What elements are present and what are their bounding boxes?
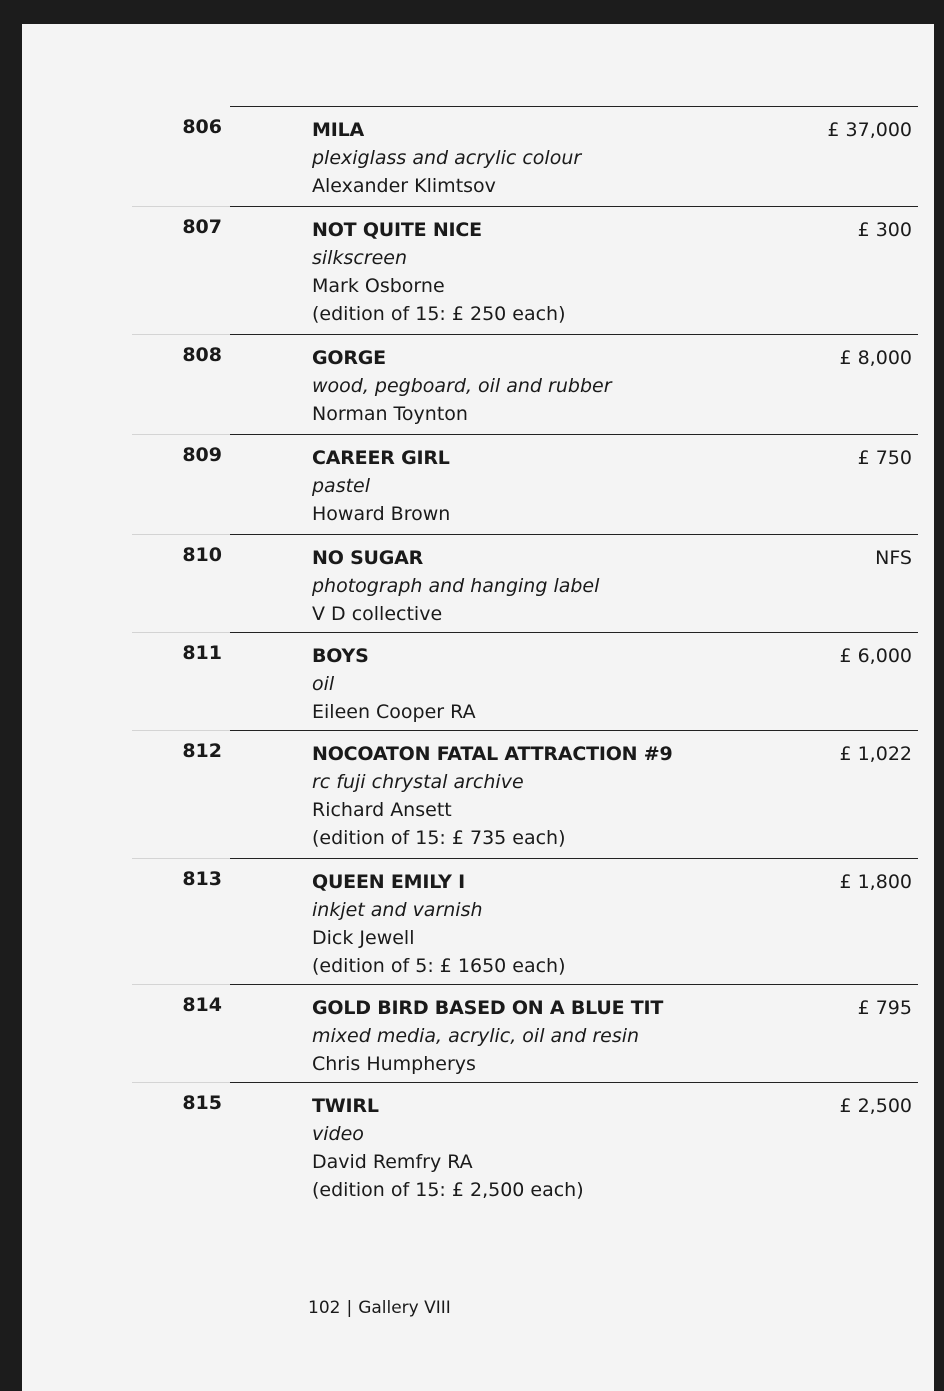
entry-medium: oil bbox=[312, 673, 335, 695]
page-footer bbox=[308, 1298, 451, 1318]
entry-medium: video bbox=[312, 1123, 364, 1145]
entry-price: £ 1,022 bbox=[839, 743, 912, 765]
entry-artist: Chris Humpherys bbox=[312, 1053, 476, 1075]
entry-number: 812 bbox=[182, 740, 222, 762]
catalogue-entry bbox=[182, 206, 918, 335]
entry-medium: rc fuji chrystal archive bbox=[312, 771, 524, 793]
entry-number: 814 bbox=[182, 994, 222, 1016]
entry-medium: inkjet and varnish bbox=[312, 899, 483, 921]
entry-number: 811 bbox=[182, 642, 222, 664]
entry-title: CAREER GIRL bbox=[312, 447, 450, 469]
catalogue-entry bbox=[182, 106, 918, 207]
catalogue-entry bbox=[182, 632, 918, 731]
entry-number: 808 bbox=[182, 344, 222, 366]
entry-edition: (edition of 15: £ 2,500 each) bbox=[312, 1179, 584, 1201]
entry-edition: (edition of 15: £ 735 each) bbox=[312, 827, 566, 849]
entry-medium: silkscreen bbox=[312, 247, 408, 269]
entry-price: £ 300 bbox=[857, 219, 912, 241]
entry-medium: pastel bbox=[312, 475, 371, 497]
entry-price: £ 37,000 bbox=[827, 119, 912, 141]
entry-artist: Norman Toynton bbox=[312, 403, 468, 425]
catalogue-entry bbox=[182, 1082, 918, 1213]
page-number: 102 bbox=[308, 1298, 341, 1318]
entry-title: NO SUGAR bbox=[312, 547, 424, 569]
entry-artist: Dick Jewell bbox=[312, 927, 415, 949]
entry-title: BOYS bbox=[312, 645, 369, 667]
entry-medium: mixed media, acrylic, oil and resin bbox=[312, 1025, 640, 1047]
entry-edition: (edition of 5: £ 1650 each) bbox=[312, 955, 566, 977]
entry-title: MILA bbox=[312, 119, 364, 141]
entry-number: 809 bbox=[182, 444, 222, 466]
entry-number: 813 bbox=[182, 868, 222, 890]
footer-separator: | bbox=[346, 1298, 353, 1318]
catalogue-entry bbox=[182, 984, 918, 1083]
entry-price: £ 1,800 bbox=[839, 871, 912, 893]
entry-title: QUEEN EMILY I bbox=[312, 871, 465, 893]
entry-price: £ 750 bbox=[857, 447, 912, 469]
entry-number: 806 bbox=[182, 116, 222, 138]
entry-price: £ 8,000 bbox=[839, 347, 912, 369]
entry-title: NOT QUITE NICE bbox=[312, 219, 482, 241]
catalogue-entry bbox=[182, 434, 918, 535]
entry-title: NOCOATON FATAL ATTRACTION #9 bbox=[312, 743, 673, 765]
entry-number: 810 bbox=[182, 544, 222, 566]
catalogue-entry bbox=[182, 858, 918, 985]
entry-medium: photograph and hanging label bbox=[312, 575, 600, 597]
entry-price: £ 6,000 bbox=[839, 645, 912, 667]
entry-artist: V D collective bbox=[312, 603, 443, 625]
entry-title: GOLD BIRD BASED ON A BLUE TIT bbox=[312, 997, 664, 1019]
entry-artist: Eileen Cooper RA bbox=[312, 701, 476, 723]
entry-medium: plexiglass and acrylic colour bbox=[312, 147, 582, 169]
entry-price: NFS bbox=[875, 547, 912, 569]
entry-title: GORGE bbox=[312, 347, 386, 369]
entry-number: 807 bbox=[182, 216, 222, 238]
entry-price: £ 795 bbox=[857, 997, 912, 1019]
entry-title: TWIRL bbox=[312, 1095, 379, 1117]
section-name: Gallery VIII bbox=[358, 1298, 451, 1318]
catalogue-page bbox=[22, 24, 934, 1391]
entry-artist: Alexander Klimtsov bbox=[312, 175, 496, 197]
entry-artist: Richard Ansett bbox=[312, 799, 452, 821]
catalogue-entry bbox=[182, 730, 918, 859]
entry-artist: Mark Osborne bbox=[312, 275, 445, 297]
entry-artist: David Remfry RA bbox=[312, 1151, 473, 1173]
catalogue-entry bbox=[182, 334, 918, 435]
entry-medium: wood, pegboard, oil and rubber bbox=[312, 375, 612, 397]
entry-edition: (edition of 15: £ 250 each) bbox=[312, 303, 566, 325]
entry-number: 815 bbox=[182, 1092, 222, 1114]
entry-price: £ 2,500 bbox=[839, 1095, 912, 1117]
catalogue-entry bbox=[182, 534, 918, 633]
entry-artist: Howard Brown bbox=[312, 503, 451, 525]
